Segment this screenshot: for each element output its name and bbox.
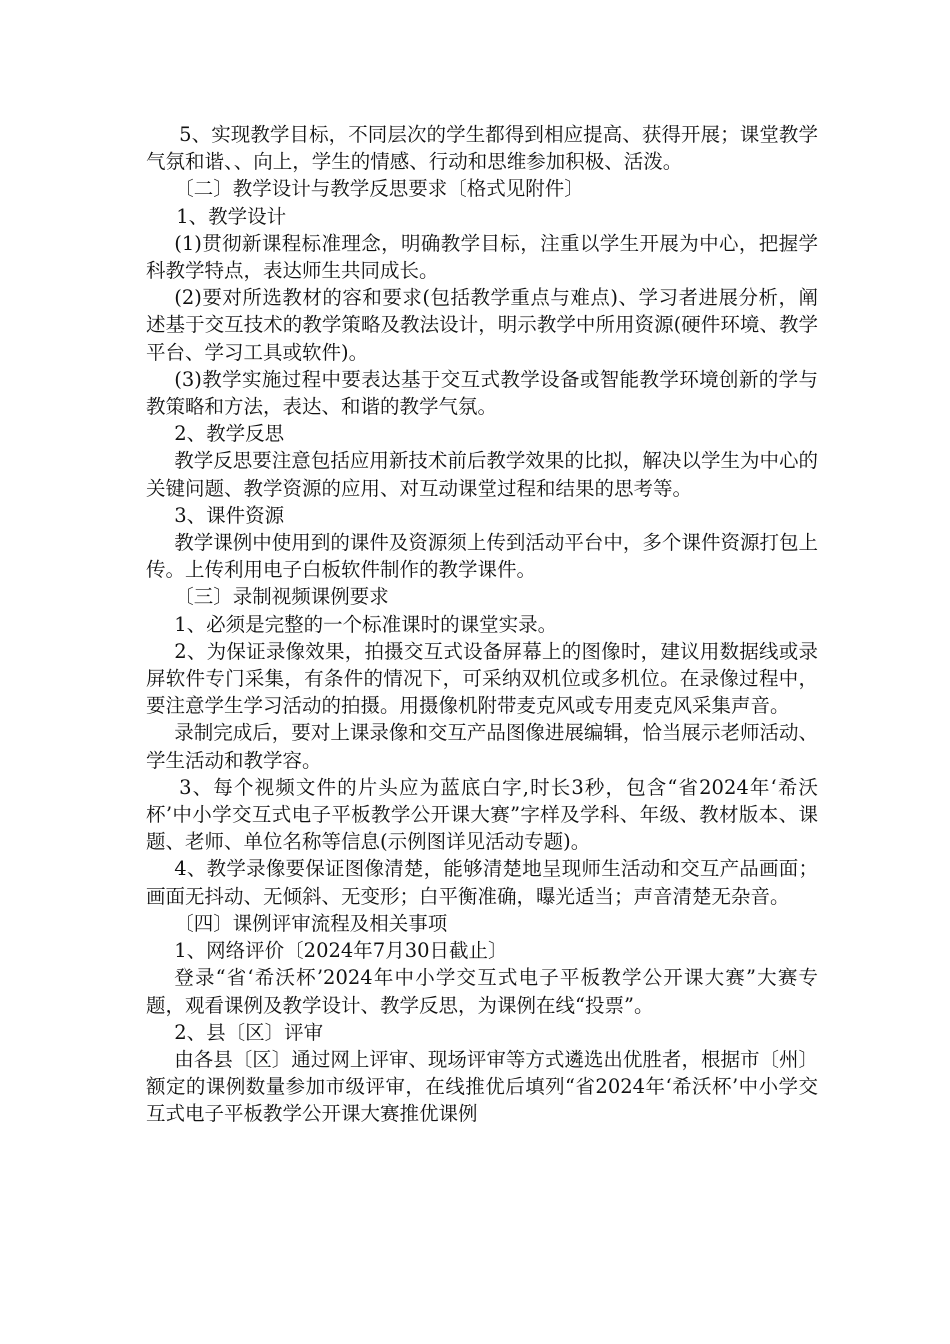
paragraph-video-3: 3、每个视频文件的片头应为蓝底白字,时长3秒，包含“省2024年‘希沃杯’中小学交互式电子平板教学公开课大赛”字样及学科、年级、教材版本、课题、老师、单位名称等信息(示例图详见活动专题)。 [146, 775, 818, 854]
subheading-courseware: 3、课件资源 [174, 503, 285, 527]
section-heading-4: 〔四〕课例评审流程及相关事项 [174, 911, 448, 935]
paragraph-video-1: 1、必须是完整的一个标准课时的课堂实录。 [174, 612, 558, 636]
paragraph-design-3: (3)教学实施过程中要表达基于交互式教学设备或智能教学环境创新的学与教策略和方法，表达、和谐的教学气氛。 [146, 367, 818, 419]
subheading-teaching-design: 1、教学设计 [176, 204, 287, 228]
paragraph-video-4: 4、教学录像要保证图像清楚，能够清楚地呈现师生活动和交互产品画面；画面无抖动、无倾斜、无变形；白平衡准确，曝光适当；声音清楚无杂音。 [146, 857, 818, 908]
subheading-county-review: 2、县〔区〕评审 [174, 1020, 324, 1044]
paragraph-reflection: 教学反思要注意包括应用新技术前后教学效果的比拟，解决以学生为中心的关键问题、教学资源的应用、对互动课堂过程和结果的思考等。 [146, 449, 818, 500]
paragraph-video-2: 2、为保证录像效果，拍摄交互式设备屏幕上的图像时，建议用数据线或录屏软件专门采集，有条件的情况下，可采纳双机位或多机位。在录像过程中，要注意学生学习活动的拍摄。用摄像机附带麦克风或专用麦克风采集声音。 [146, 639, 818, 718]
paragraph-online-review: 登录“省‘希沃杯’2024年中小学交互式电子平板教学公开课大赛”大赛专题，观看课例及教学设计、教学反思，为课例在线“投票”。 [146, 966, 818, 1017]
subheading-online-review: 1、网络评价〔2024年7月30日截止〕 [174, 939, 508, 963]
section-heading-3: 〔三〕录制视频课例要求 [174, 585, 389, 609]
paragraph-courseware: 教学课例中使用到的课件及资源须上传到活动平台中，多个课件资源打包上传。上传利用电子白板软件制作的教学课件。 [146, 531, 818, 582]
paragraph-video-editing: 录制完成后，要对上课录像和交互产品图像进展编辑，恰当展示老师活动、学生活动和教学容。 [146, 721, 818, 772]
section-heading-2: 〔二〕教学设计与教学反思要求〔格式见附件〕 [174, 177, 584, 201]
document-body [146, 121, 818, 1128]
paragraph-design-2: (2)要对所选教材的容和要求(包括教学重点与难点)、学习者进展分析，阐述基于交互技术的教学策略及教法设计，明示教学中所用资源(硬件环境、教学平台、学习工具或软件)。 [146, 286, 818, 364]
paragraph-county-review: 由各县〔区〕通过网上评审、现场评审等方式遴选出优胜者，根据市〔州〕额定的课例数量参加市级评审，在线推优后填列“省2024年‘希沃杯’中小学交互式电子平板教学公开课大赛推优课例 [146, 1047, 818, 1126]
paragraph-design-1: (1)贯彻新课程标准理念，明确教学目标，注重以学生开展为中心，把握学科教学特点，表达师生共同成长。 [146, 231, 818, 283]
subheading-teaching-reflection: 2、教学反思 [174, 422, 285, 446]
paragraph-goal-5: 5、实现教学目标，不同层次的学生都得到相应提高、获得开展；课堂教学气氛和谐、、向上，学生的情感、行动和思维参加积极、活泼。 [146, 123, 818, 174]
